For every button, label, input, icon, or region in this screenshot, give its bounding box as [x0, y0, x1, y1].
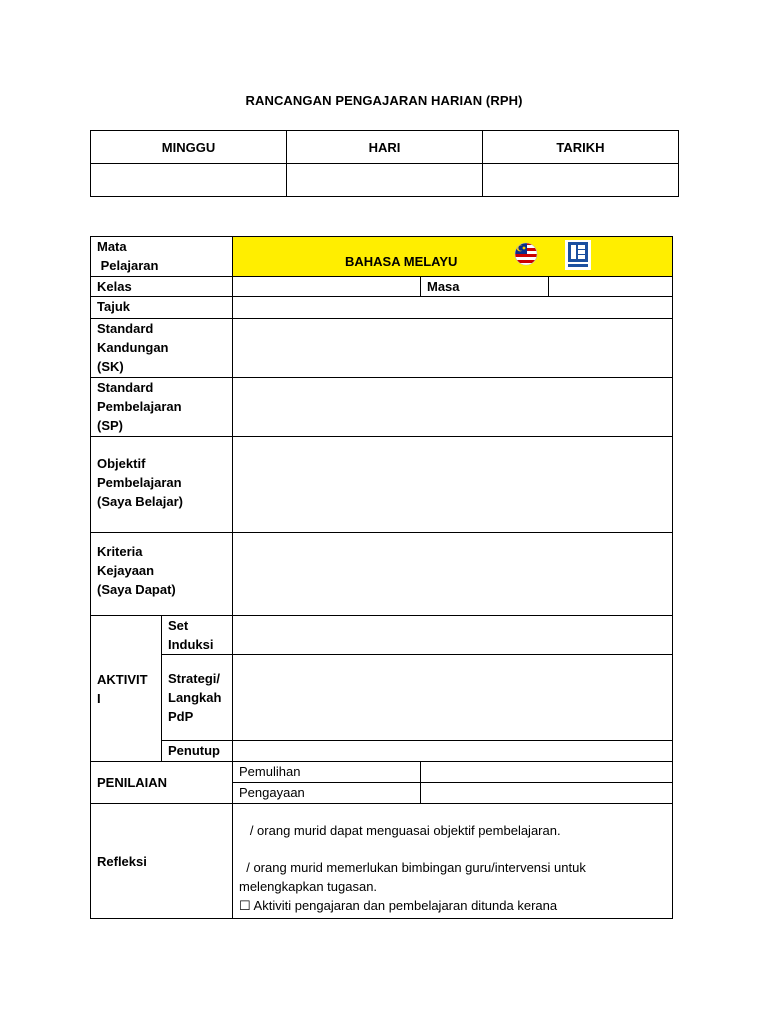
subject-cell	[233, 237, 673, 277]
minggu-field[interactable]	[91, 164, 287, 197]
header-tarikh: TARIKH	[483, 131, 679, 164]
refleksi-field[interactable]	[233, 804, 673, 919]
label-penutup: Penutup	[162, 741, 233, 762]
label-line: Langkah	[168, 690, 222, 705]
label-line: AKTIVIT	[97, 671, 148, 687]
label-line: Pembelajaran	[97, 399, 182, 414]
label-line: (Saya Belajar)	[97, 494, 183, 509]
refleksi-line-3: melengkapkan tugasan.	[239, 879, 378, 894]
masa-field[interactable]	[549, 277, 673, 297]
label-line: Standard	[97, 380, 154, 395]
kelas-field[interactable]	[233, 277, 421, 297]
label-line: Induksi	[168, 637, 214, 652]
set-induksi-field[interactable]	[233, 616, 673, 655]
strategi-field[interactable]	[233, 655, 673, 741]
refleksi-line-4: ☐ Aktiviti pengajaran dan pembelajaran ditunda kerana	[239, 898, 558, 913]
pengayaan-field[interactable]	[421, 783, 673, 804]
label-line: Pembelajaran	[97, 475, 182, 490]
label-pengayaan: Pengayaan	[233, 783, 421, 804]
label-set-induksi	[162, 616, 233, 655]
label-masa: Masa	[421, 277, 549, 297]
standard-pembelajaran-field[interactable]	[233, 378, 673, 437]
hari-field[interactable]	[287, 164, 483, 197]
label-aktiviti	[91, 616, 162, 762]
school-logo-icon	[565, 240, 591, 270]
refleksi-line-2: / orang murid memerlukan bimbingan guru/intervensi untuk	[239, 860, 586, 875]
label-standard-pembelajaran	[91, 378, 233, 437]
subject-name: BAHASA MELAYU	[345, 254, 458, 269]
label-line: Kejayaan	[97, 563, 155, 578]
label-kriteria	[91, 533, 233, 616]
label-line: (Saya Dapat)	[97, 582, 176, 597]
label-tajuk: Tajuk	[91, 297, 233, 319]
standard-kandungan-field[interactable]	[233, 319, 673, 378]
label-refleksi: Refleksi	[91, 804, 233, 919]
label-objektif	[91, 437, 233, 533]
pemulihan-field[interactable]	[421, 762, 673, 783]
objektif-field[interactable]	[233, 437, 673, 533]
header-minggu: MINGGU	[91, 131, 287, 164]
malaysia-flag-icon	[514, 242, 538, 266]
penutup-field[interactable]	[233, 741, 673, 762]
kriteria-field[interactable]	[233, 533, 673, 616]
week-table	[90, 130, 679, 197]
label-penilaian: PENILAIAN	[91, 762, 233, 804]
label-standard-kandungan	[91, 319, 233, 378]
label-line: I	[97, 690, 101, 706]
label-line: Set	[168, 618, 189, 633]
header-hari: HARI	[287, 131, 483, 164]
label-mata-pelajaran	[91, 237, 233, 277]
tarikh-field[interactable]	[483, 164, 679, 197]
refleksi-line-1: / orang murid dapat menguasai objektif pembelajaran.	[239, 823, 561, 838]
page-title: RANCANGAN PENGAJARAN HARIAN (RPH)	[245, 93, 523, 108]
label-line: (SK)	[97, 359, 124, 374]
label-line: Objektif	[97, 456, 146, 471]
label-line: Mata	[97, 239, 127, 254]
label-line: (SP)	[97, 418, 123, 433]
label-line: Kriteria	[97, 544, 143, 559]
label-pemulihan: Pemulihan	[233, 762, 421, 783]
label-line: Strategi/	[168, 671, 221, 686]
label-strategi	[162, 655, 233, 741]
label-line: Pelajaran	[97, 258, 159, 273]
lesson-plan-table	[90, 236, 673, 919]
label-line: Standard	[97, 321, 154, 336]
label-line: PdP	[168, 709, 194, 724]
tajuk-field[interactable]	[233, 297, 673, 319]
label-line: Kandungan	[97, 340, 169, 355]
label-kelas: Kelas	[91, 277, 233, 297]
